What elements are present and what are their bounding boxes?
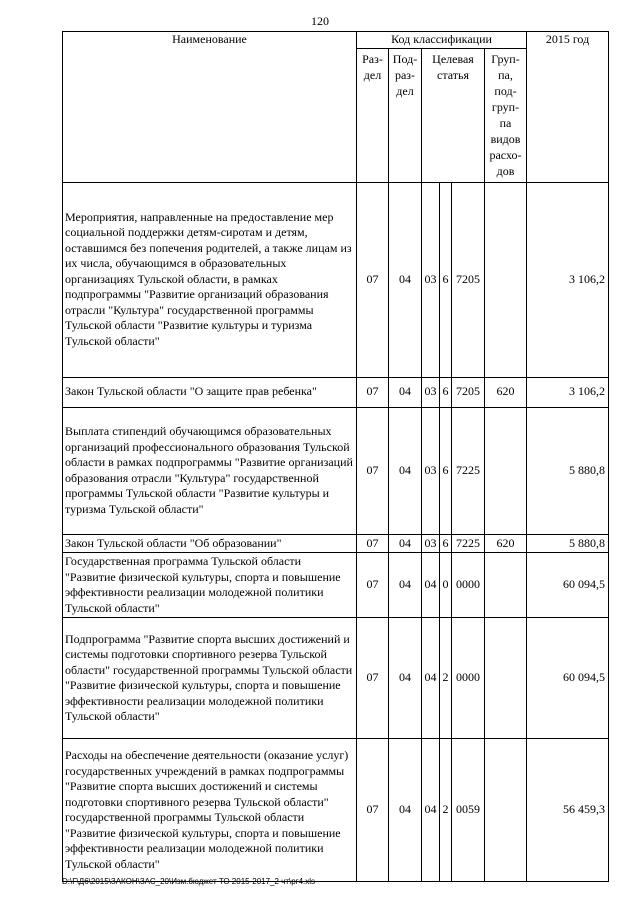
row-cs-program: 04 xyxy=(422,739,440,882)
table-row xyxy=(63,407,609,534)
row-podrazdel: 04 xyxy=(389,182,422,377)
row-amount: 3 106,2 xyxy=(527,377,609,407)
header-razdel: Раз- дел xyxy=(357,48,389,182)
row-name: Закон Тульской области "Об образовании" xyxy=(63,534,357,553)
row-cs-direction: 0059 xyxy=(452,739,485,882)
row-cs-program: 03 xyxy=(422,182,440,377)
row-podrazdel: 04 xyxy=(389,618,422,739)
row-podrazdel: 04 xyxy=(389,534,422,553)
row-podrazdel: 04 xyxy=(389,553,422,618)
header-celevaya: Целевая статья xyxy=(422,48,485,182)
row-razdel: 07 xyxy=(357,182,389,377)
table-row xyxy=(63,739,609,882)
row-cs-subprogram: 6 xyxy=(440,407,452,534)
row-cs-subprogram: 6 xyxy=(440,377,452,407)
row-podrazdel: 04 xyxy=(389,739,422,882)
row-cs-direction: 0000 xyxy=(452,618,485,739)
header-year: 2015 год xyxy=(527,32,609,183)
row-razdel: 07 xyxy=(357,553,389,618)
row-amount: 5 880,8 xyxy=(527,534,609,553)
row-name: Государственная программа Тульской области "Развитие физической культуры, спорта и повышение эффективности реализации молодежной политики Тульской области" xyxy=(63,553,357,618)
row-name: Мероприятия, направленные на предоставление мер социальной поддержки детям-сиротам и детям, оставшимся без попечения родителей, а также лицам из их числа, обучающимся в образовательных организациях Тульской области, в рамках подпрограммы "Развитие организаций образования отрасли "Культура" государственной программы Тульской области "Развитие культуры и туризма Тульской области" xyxy=(63,182,357,377)
table-body xyxy=(63,182,609,882)
header-classification: Код классификации xyxy=(357,32,527,49)
row-vid xyxy=(485,739,527,882)
row-vid xyxy=(485,182,527,377)
row-amount: 5 880,8 xyxy=(527,407,609,534)
row-cs-direction: 7205 xyxy=(452,182,485,377)
row-name: Выплата стипендий обучающимся образовательных организаций профессионального образования Тульской области в рамках подпрограммы "Развитие организаций образования отрасли "Культура" государственной программы Тульской области "Развитие культуры и туризма Тульской области" xyxy=(63,407,357,534)
row-amount: 60 094,5 xyxy=(527,553,609,618)
row-cs-subprogram: 2 xyxy=(440,739,452,882)
row-razdel: 07 xyxy=(357,534,389,553)
row-cs-direction: 7205 xyxy=(452,377,485,407)
row-cs-direction: 7225 xyxy=(452,407,485,534)
row-vid xyxy=(485,618,527,739)
table-row xyxy=(63,534,609,553)
header-podrazdel: Под- раз- дел xyxy=(389,48,422,182)
row-podrazdel: 04 xyxy=(389,377,422,407)
row-podrazdel: 04 xyxy=(389,407,422,534)
table-row xyxy=(63,553,609,618)
row-vid: 620 xyxy=(485,534,527,553)
header-name: Наименование xyxy=(63,32,357,183)
row-name: Подпрограмма "Развитие спорта высших достижений и системы подготовки спортивного резерва Тульской области" государственной программы Тульской области "Развитие физической культуры, спорта и повышение эффективности реализации молодежной политики Тульской области" xyxy=(63,618,357,739)
row-razdel: 07 xyxy=(357,407,389,534)
row-razdel: 07 xyxy=(357,618,389,739)
row-cs-direction: 0000 xyxy=(452,553,485,618)
row-cs-direction: 7225 xyxy=(452,534,485,553)
row-amount: 56 459,3 xyxy=(527,739,609,882)
row-name: Расходы на обеспечение деятельности (оказание услуг) государственных учреждений в рамках подпрограммы "Развитие спорта высших достижений и системы подготовки спортивного резерва Тульской области" государственной программы Тульской области "Развитие физической культуры, спорта и повышение эффективности реализации молодежной политики Тульской области" xyxy=(63,739,357,882)
table-row xyxy=(63,618,609,739)
header-gruppa: Груп- па, под- груп- па видов расхо- дов xyxy=(485,48,527,182)
row-amount: 3 106,2 xyxy=(527,182,609,377)
row-vid xyxy=(485,407,527,534)
row-cs-program: 03 xyxy=(422,534,440,553)
row-cs-subprogram: 0 xyxy=(440,553,452,618)
row-cs-subprogram: 6 xyxy=(440,182,452,377)
row-cs-program: 04 xyxy=(422,553,440,618)
row-vid xyxy=(485,553,527,618)
page-number: 120 xyxy=(311,14,329,28)
table-row xyxy=(63,377,609,407)
row-cs-program: 04 xyxy=(422,618,440,739)
row-cs-subprogram: 2 xyxy=(440,618,452,739)
file-path: D:\Г\Д6\2015\ЗАКОН\ЗАС_20\Изм.бюджет ТО 2015-2017_2 чт\рг4.xls xyxy=(62,877,316,886)
row-name: Закон Тульской области "О защите прав ребенка" xyxy=(63,377,357,407)
budget-table xyxy=(62,31,609,882)
row-amount: 60 094,5 xyxy=(527,618,609,739)
row-razdel: 07 xyxy=(357,739,389,882)
table-row xyxy=(63,182,609,377)
row-razdel: 07 xyxy=(357,377,389,407)
row-cs-program: 03 xyxy=(422,377,440,407)
row-vid: 620 xyxy=(485,377,527,407)
row-cs-subprogram: 6 xyxy=(440,534,452,553)
row-cs-program: 03 xyxy=(422,407,440,534)
